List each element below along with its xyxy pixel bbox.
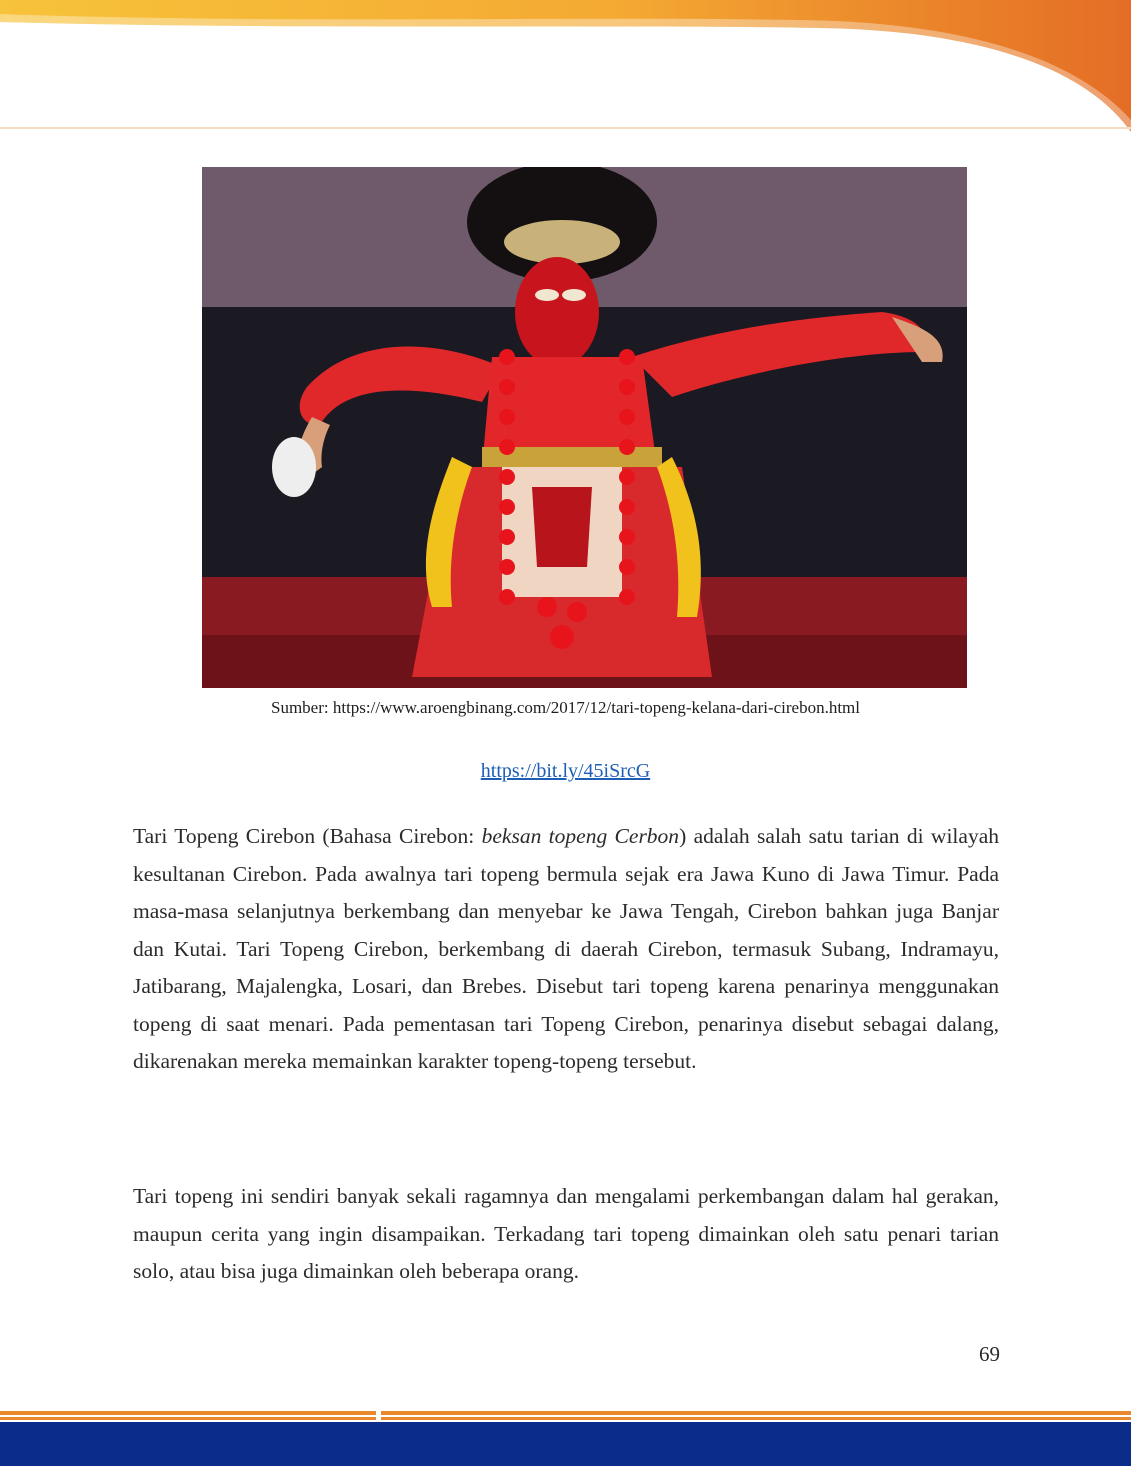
footer-stripe-mid [0,1417,1131,1420]
paragraph-1 [133,818,999,1081]
page-number: 69 [979,1342,1000,1366]
paragraph-2: Tari topeng ini sendiri banyak sekali ragamnya dan mengalami perkembangan dalam hal gerakan, maupun cerita yang ingin disampaikan. Terkadang tari topeng dimainkan oleh satu penari tarian solo, atau bisa juga dimainkan oleh beberapa orang. [133,1184,999,1283]
paragraph-1-intro: Tari Topeng Cirebon (Bahasa Cirebon: [133,824,482,848]
header-decoration [0,0,1131,135]
source-link[interactable]: https://bit.ly/45iSrcG [480,760,651,782]
paragraph-1-italic: beksan topeng Cerbon [481,824,680,848]
footer-stripe-gap [376,1410,381,1420]
footer-band [0,1422,1131,1466]
footer-decoration [0,1405,1131,1466]
paragraph-1-rest: ) adalah salah satu tarian di wilayah kesultanan Cirebon. Pada awalnya tari topeng bermula sejak era Jawa Kuno di Jawa Timur. Pada masa-masa selanjutnya berkembang dan menyebar ke Jawa Tengah, Cirebon bahkan juga Banjar dan Kutai. Tari Topeng Cirebon, berkembang di daerah Cirebon, termasuk Subang, Indramayu, Jatibarang, Majalengka, Losari, dan Brebes. Disebut tari topeng karena penarinya menggunakan topeng di saat menari. Pada pementasan tari Topeng Cirebon, penarinya disebut sebagai dalang, dikarenakan mereka memainkan karakter topeng-topeng tersebut. [133,824,999,1073]
dancer-photo [202,167,967,688]
figure-caption: Sumber: https://www.aroengbinang.com/2017/12/tari-topeng-kelana-dari-cirebon.html [270,698,861,717]
footer-stripe-top [0,1411,1131,1415]
